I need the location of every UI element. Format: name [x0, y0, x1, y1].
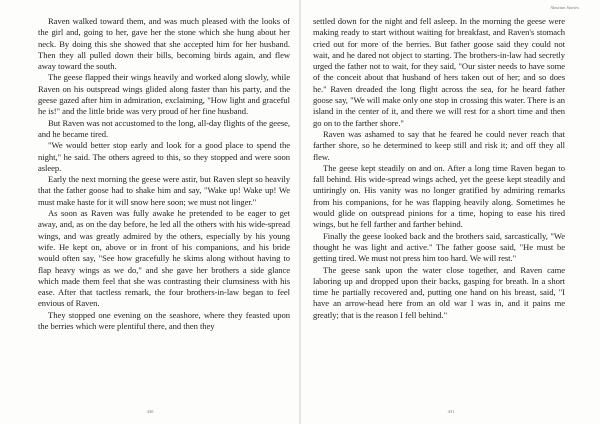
paragraph: The geese sank upon the water close together, and Raven came laboring up and dropped upon their backs, gasping for breath. In a short time he partially recovered and, putting one hand on his breast, said, "I have an arrow-head here from an old war I was in, and it pains me greatly; that is the reason I fell behind."	[313, 264, 565, 320]
paragraph: Raven was ashamed to say that he feared he could never reach that farther shore, so he determined to keep still and risk it; and off they all flew.	[313, 128, 565, 162]
page-number: 430	[146, 409, 154, 414]
paragraph: As soon as Raven was fully awake he pretended to be eager to get away, and, as on the day before, he led all the others with his wide-spread wings, and was greatly admired by the others, especially by his young wife. He kept on, above or in front of his companions, and his bride would often say, "See how gracefully he skims along without having to flap heavy wings as we do," and she gave her brothers a side glance which made them feel that she was contrasting their clumsiness with his ease. After that tactless remark, the four brothers-in-law began to feel envious of Raven.	[38, 208, 290, 309]
left-page-text	[38, 16, 290, 332]
paragraph: The geese flapped their wings heavily and worked along slowly, while Raven on his outspread wings glided along faster than his party, and the geese gazed after him in admiration, exclaiming, "How light and graceful he is!" and the little bride was very proud of her fine husband.	[38, 72, 290, 117]
running-head: Aleutian Stories	[550, 5, 579, 10]
page-number: 431	[447, 409, 455, 414]
right-page	[301, 0, 600, 424]
paragraph: They stopped one evening on the seashore, where they feasted upon the berries which were plentiful there, and then they	[38, 309, 290, 332]
paragraph: Early the next morning the geese were astir, but Raven slept so heavily that the father goose had to shake him and say, "Wake up! Wake up! We must make haste for it will snow here soon; we must not linger."	[38, 174, 290, 207]
paragraph: The geese kept steadily on and on. After a long time Raven began to fall behind. His wide-spread wings ached, yet the geese kept steadily and untiringly on. His vanity was no longer gratified by admiring remarks from his companions, for he was flapping heavily along. Sometimes he would glide on outspread pinions for a time, hoping to ease his tired wings, but he fell farther and farther behind.	[313, 162, 565, 230]
paragraph: Raven walked toward them, and was much pleased with the looks of the girl and, going to her, gave her the stone which she hung about her neck. By doing this she showed that she accepted him for her husband. Then they all pulled down their bills, becoming birds again, and flew away toward the south.	[38, 16, 290, 72]
paragraph: But Raven was not accustomed to the long, all-day flights of the geese, and he became tired.	[38, 117, 290, 139]
right-page-text	[313, 16, 565, 321]
paragraph: settled down for the night and fell asleep. In the morning the geese were making ready to start without waiting for breakfast, and Raven's stomach cried out for more of the berries. But father goose said they could not wait, and he dared not object to starting. The brothers-in-law had secretly urged the father not to wait, for they said, "Our sister needs to have some of the conceit about that husband of hers taken out of her; and so does he." Raven dreaded the long flight across the sea, for he heard father goose say, "We will make only one stop in crossing this water. There is an island in the center of it, and there we will rest for a short time and then go on to the farther shore."	[313, 16, 565, 128]
paragraph: Finally the geese looked back and the brothers said, sarcastically, "We thought he was light and active." The father goose said, "He must be getting tired. We must not press him too hard. We will rest."	[313, 230, 565, 264]
paragraph: "We would better stop early and look for a good place to spend the night," he said. The others agreed to this, so they stopped and were soon asleep.	[38, 140, 290, 173]
